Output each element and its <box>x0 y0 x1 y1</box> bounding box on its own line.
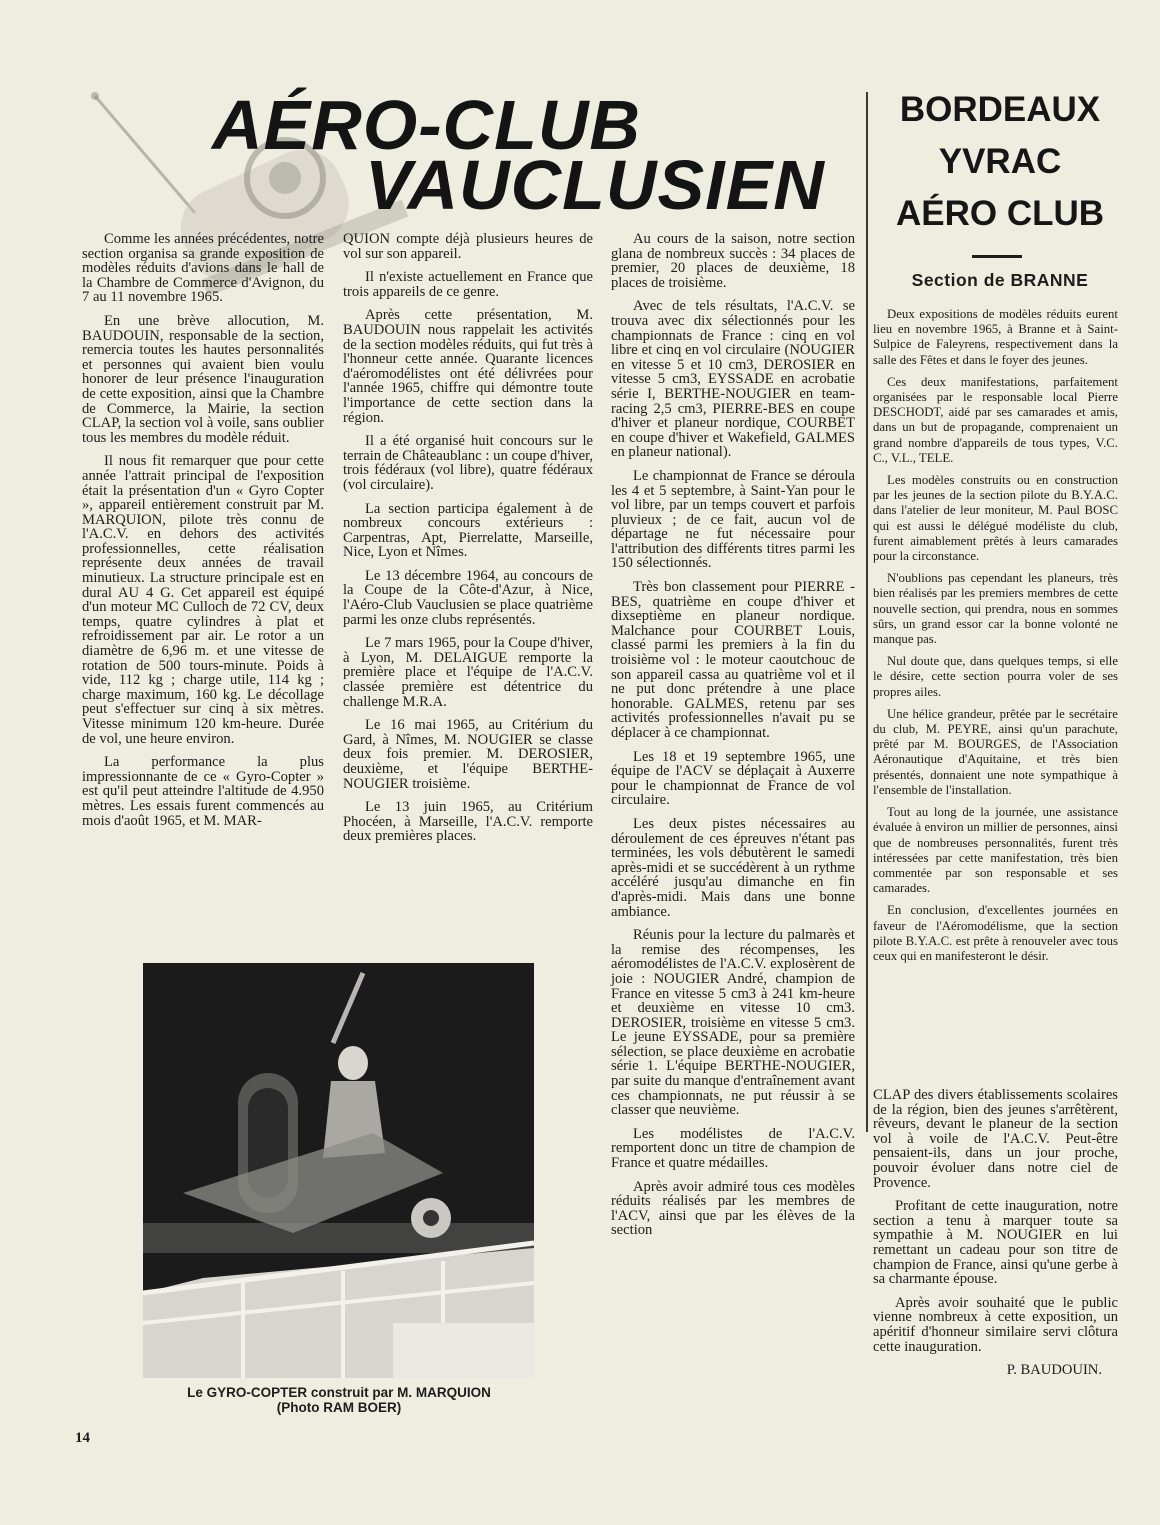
article-column-4 <box>873 1088 1118 1387</box>
sidebar-title-line2: YVRAC <box>938 142 1062 181</box>
paragraph: Après cette présentation, M. BAUDOUIN nous rappelait les activités de la section modèles réduits, qui fut très à l'honneur cette année. Quarante licences d'aéromodélistes ont été délivrées pour l'année 1965, chiffre qui démontre toute l'importance de cette section dans la région. <box>343 307 593 426</box>
paragraph: Très bon classement pour PIERRE - BES, quatrième en coupe d'hiver et dixseptième en planeur nordique. Malchance pour COURBET Louis, classé parmi les premiers à la fin du troisième vol : le moteur caoutchouc de son appareil cassa au quatrième vol et il ne put donc prétendre à une place honorable. GALMES, retenu par ses activités professionnelles n'avait pu se déplacer à ce championnat. <box>611 579 855 741</box>
paragraph: En une brève allocution, M. BAUDOUIN, responsable de la section, remercia toutes les hautes personnalités et personnes qui avaient bien voulu honorer de leur présence l'inauguration de cette exposition, ainsi que la Chambre de Commerce, la Mairie, la section CLAP, la section vol à voile, sans oublier tous les membres du modèle réduit. <box>82 312 324 446</box>
paragraph: Après avoir admiré tous ces modèles réduits réalisés par les membres de l'ACV, ainsi que par les élèves de la section <box>611 1178 855 1239</box>
paragraph: Une hélice grandeur, prêtée par le secrétaire du club, M. PEYRE, ainsi qu'un parachute, prêté par M. BOURGES, de l'Association Aéronautique d'Aquitaine, et très bien présentés, donnaient une note sympathique à l'ensemble de l'installation. <box>873 706 1118 797</box>
paragraph: La section participa également à de nombreux concours extérieurs : Carpentras, Apt, Pierrelatte, Marseille, Nice, Lyon et Nîmes. <box>343 500 593 561</box>
paragraph: Ces deux manifestations, parfaitement organisées par le responsable local Pierre DESCHODT, aidé par ses camarades et amis, dans un but de propagande, comprenaient un grand nombre d'appareils de tous types, V.C. C., V.L., TELE. <box>873 374 1118 465</box>
paragraph: Au cours de la saison, notre section glana de nombreux succès : 34 places de premier, 20 places de deuxième, 18 places de troisième. <box>611 231 855 291</box>
paragraph: Le championnat de France se déroula les 4 et 5 septembre, à Saint-Yan pour le vol libre, par un temps couvert et parfois pluvieux ; de ce fait, aucun vol de départage ne fut nécessaire pour l'attribution des différents titres parmi les 150 sélectionnés. <box>611 467 855 572</box>
paragraph: Il a été organisé huit concours sur le terrain de Châteaublanc : un coupe d'hiver, trois fédéraux (vol libre), quatre fédéraux (vol circulaire). <box>343 433 593 493</box>
paragraph: Le 13 juin 1965, au Critérium Phocéen, à Marseille, l'A.C.V. remporte deux premières places. <box>343 799 593 845</box>
sidebar-column <box>873 307 1118 971</box>
gyrocopter-illustration <box>143 963 534 1378</box>
paragraph: Profitant de cette inauguration, notre section a tenu à marquer toute sa sympathie à M. NOUGIER en lui remettant un cadeau pour son titre de champion de France, ainsi qu'une gerbe à sa charmante épouse. <box>873 1198 1118 1288</box>
article-column-1 <box>82 232 324 837</box>
paragraph: Il n'existe actuellement en France que trois appareils de ce genre. <box>343 269 593 300</box>
paragraph: En conclusion, d'excellentes journées en faveur de l'Aéromodélisme, que la section pilote B.Y.A.C. est prête à renouveler avec tous ceux qui en manifesteront le désir. <box>873 903 1118 963</box>
article-title-line2: VAUCLUSIEN <box>365 146 825 224</box>
paragraph: Tout au long de la journée, une assistance évaluée à environ un millier de personnes, ainsi que de nombreuses personnalités, furent très intéressées par cette manifestation, très bien commentée par son responsable et ses camarades. <box>873 805 1118 896</box>
paragraph: Avec de tels résultats, l'A.C.V. se trouva avec dix sélectionnés pour les championnats de France : cinq en vol libre et cinq en vol circulaire (NOUGIER en vitesse 5 et 10 cm3, DEROSIER en vitesse 5 cm3, EYSSADE en acrobatie série I, BERTHE-NOUGIER en team-racing 2,5 cm3, PIERRE-BES en coupe d'hiver et planeur nordique, COURBET en coupe d'hiver et Wakefield, GALMES en planeur national). <box>611 298 855 461</box>
paragraph: La performance la plus impressionnante de ce « Gyro-Copter » est qu'il peut atteindre l'altitude de 4.950 mètres. Les essais furent commencés au mois d'août 1965, et M. MAR- <box>82 754 324 829</box>
paragraph: CLAP des divers établissements scolaires de la région, bien des jeunes s'arrêtèrent, rêveurs, devant le planeur de la section vol à voile de l'A.C.V. Peut-être pensaient-ils, dans un jour proche, pouvoir évoluer dans notre ciel de Provence. <box>873 1087 1118 1191</box>
column-divider <box>866 92 868 1132</box>
paragraph: Les modélistes de l'A.C.V. remportent donc un titre de champion de France et quatre médailles. <box>611 1125 855 1172</box>
article-column-2 <box>343 232 593 853</box>
sidebar-title-line3: AÉRO CLUB <box>895 194 1105 233</box>
paragraph: Les deux pistes nécessaires au déroulement de ces épreuves n'étant pas terminées, les vols débutèrent le samedi après-midi et se succédèrent à un rythme accéléré jusqu'au dimanche en fin d'après-midi. Mais dans une bonne ambiance. <box>611 815 855 920</box>
paragraph: Comme les années précédentes, notre section organisa sa grande exposition de modèles réduits d'avions dans le hall de la Chambre de Commerce d'Avignon, du 7 au 11 novembre 1965. <box>82 231 324 306</box>
paragraph: Les modèles construits ou en construction par les jeunes de la section pilote du B.Y.A.C. dans l'atelier de leur moniteur, M. Paul BOSC qui est aussi le délégué modéliste du club, furent aimablement prêtés à leurs camarades pour la circonstance. <box>873 473 1118 564</box>
paragraph: QUION compte déjà plusieurs heures de vol sur son appareil. <box>343 231 593 262</box>
paragraph: Le 7 mars 1965, pour la Coupe d'hiver, à Lyon, M. DELAIGUE remporte la première place et l'équipe de l'A.C.V. classée première est détentrice du challenge M.R.A. <box>343 635 593 710</box>
sidebar-title-separator <box>972 255 1022 258</box>
paragraph: Il nous fit remarquer que pour cette année l'attrait principal de l'exposition était la présentation d'un « Gyro Copter », appareil entièrement construit par M. MARQUION, pilote très connu de l'A.C.V. en dehors des activités professionnelles, cette réalisation représente deux années de travail minutieux. La structure principale est en dural AU 4 G. Cet appareil est équipé d'un moteur MC Culloch de 72 CV, deux temps, quatre cylindres à plat et refroidissement par air. Le rotor a un diamètre de 6,96 m. et une vitesse de rotation de 500 tours-minute. Poids à vide, 112 kg ; charge utile, 114 kg ; charge maximum, 160 kg. Le décollage peut s'effectuer sur cinq à six mètres. Vitesse minimum 120 km-heure. Durée de vol, une heure environ. <box>82 453 324 747</box>
sidebar-subtitle: Section de BRANNE <box>911 270 1089 290</box>
article-column-3 <box>611 232 855 1247</box>
article-title-line1: AÉRO-CLUB <box>212 86 641 164</box>
paragraph: N'oublions pas cependant les planeurs, très bien réalisés par les premiers membres de cette nouvelle section, qui prendra, nous en sommes sûrs, un grand essor car la bonne volonté ne manque pas. <box>873 571 1118 647</box>
paragraph: Le 13 décembre 1964, au concours de la Coupe de la Côte-d'Azur, à Nice, l'Aéro-Club Vauclusien se place quatrième parmi les onze clubs représentés. <box>343 567 593 628</box>
paragraph: Après avoir souhaité que le public vienne nombreux à cette exposition, un apéritif d'honneur similaire servi clôtura cette inauguration. <box>873 1294 1118 1355</box>
photo-caption-line1: Le GYRO-COPTER construit par M. MARQUION <box>187 1385 491 1400</box>
paragraph: Réunis pour la lecture du palmarès et la remise des récompenses, les aéromodélistes de l'A.C.V. explosèrent de joie : NOUGIER André, champion de France en vitesse 5 cm3 à 241 km-heure et deuxième en vitesse 10 cm3. DEROSIER, troisième en vitesse 5 cm3. Le jeune EYSSADE, pour sa première sélection, se place deuxième en acrobatie série 1. L'équipe BERTHE-NOUGIER, par suite du manque d'entraînement avant ces championnats, ne put réussir à se classer que neuvième. <box>611 927 855 1119</box>
paragraph: Le 16 mai 1965, au Critérium du Gard, à Nîmes, M. NOUGIER se classe deux fois premier. M. DEROSIER, deuxième, et l'équipe BERTHE-NOUGIER troisième. <box>343 717 593 792</box>
paragraph: Nul doute que, dans quelques temps, si elle le désire, cette section pourra voler de ses propres ailes. <box>873 654 1118 699</box>
page-number: 14 <box>75 1430 90 1446</box>
paragraph: Les 18 et 19 septembre 1965, une équipe de l'ACV se déplaçait à Auxerre pour le championnat de France de vol circulaire. <box>611 748 855 809</box>
gyrocopter-photo <box>143 963 534 1378</box>
sidebar-title-line1: BORDEAUX <box>899 90 1101 129</box>
photo-caption <box>130 1385 548 1415</box>
article-signature: P. BAUDOUIN. <box>1006 1362 1102 1379</box>
paragraph: Deux expositions de modèles réduits eurent lieu en novembre 1965, à Branne et à Saint-Sulpice de Faleyrens, respectivement dans la salle des Fêtes et dans le foyer des jeunes. <box>873 307 1118 367</box>
photo-caption-line2: (Photo RAM BOER) <box>276 1400 402 1415</box>
